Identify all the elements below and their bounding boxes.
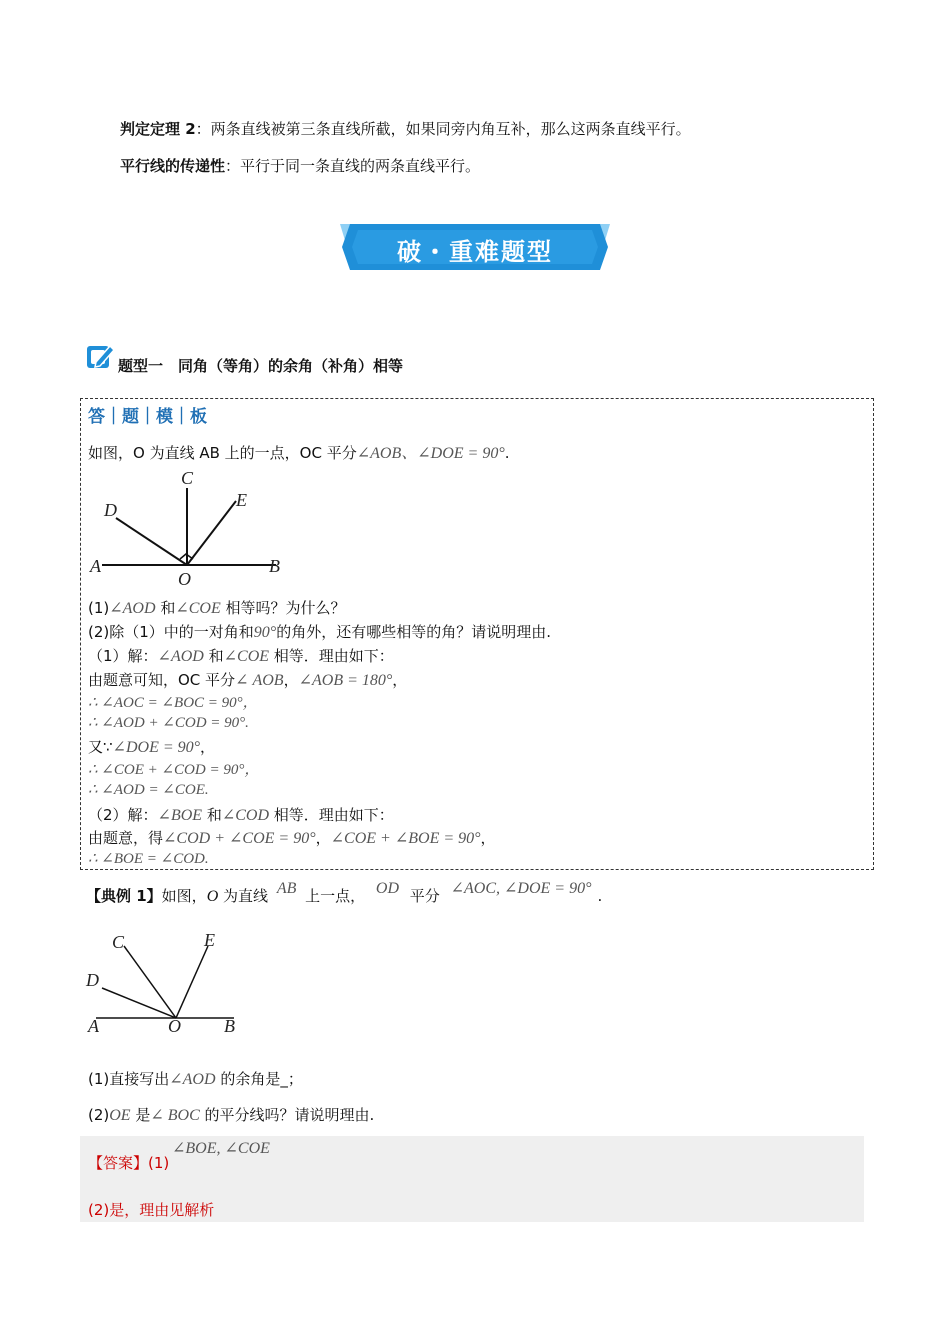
solution-line-4: ∴ ∠AOD + ∠COD = 90°. [88, 715, 249, 731]
solution-line-10: ∴ ∠BOE = ∠COD. [88, 851, 209, 867]
ex-e: . [597, 887, 603, 905]
s8-a: （2）解： [88, 806, 158, 824]
label-C: C [181, 468, 194, 488]
exq2-c: 的平分线吗？请说明理由. [199, 1106, 375, 1124]
label-D: D [104, 500, 117, 520]
label-B: B [269, 556, 280, 576]
s9-b: ， [315, 829, 331, 847]
q1-math-1: ∠AOD [109, 600, 156, 617]
answer-1-math: ∠BOE, ∠COE [172, 1140, 270, 1157]
example-label: 【典例 1】 [86, 887, 162, 905]
ex-b: 为直线 [218, 887, 269, 905]
s9-a: 由题意，得 [88, 829, 164, 847]
s8-c: 相等．理由如下： [269, 806, 394, 824]
template-intro [88, 440, 510, 463]
exq2-a: (2) [88, 1106, 110, 1124]
solution-line-7: ∴ ∠AOD = ∠COE. [88, 782, 209, 798]
banner-title: 破・重难题型 [397, 238, 553, 266]
exq1-m: ∠AOD [169, 1071, 216, 1088]
solution-line-5 [88, 736, 215, 757]
transitivity-theorem [120, 155, 480, 176]
q1-text: 相等吗？为什么？ [220, 599, 346, 617]
s2-b: ， [283, 671, 299, 689]
ex-label-O: O [168, 1016, 181, 1036]
s9-m2: ∠COE + ∠BOE = 90° [330, 830, 481, 847]
answer-2: (2)是，理由见解析 [88, 1201, 215, 1219]
example-q2 [88, 1104, 374, 1125]
example-1-statement [86, 880, 603, 906]
ex-math-ab: AB [276, 880, 297, 897]
exq1-a: (1)直接写出 [88, 1070, 170, 1088]
example-q1 [88, 1068, 303, 1089]
q2-math: 90° [253, 624, 277, 641]
ex-label-E: E [204, 930, 215, 950]
s8-m1: ∠BOE [157, 807, 203, 824]
s8-m2: ∠COD [221, 807, 270, 824]
exq1-b: 的余角是_； [215, 1070, 303, 1088]
s9-c: ， [480, 829, 496, 847]
q1-math-2: ∠COE [175, 600, 221, 617]
ex-math-od: OD [375, 880, 400, 897]
intro-end: . [504, 444, 510, 462]
ex-label-A: A [88, 1016, 99, 1036]
s1-a: （1）解： [88, 647, 158, 665]
edit-note-icon [86, 342, 116, 372]
q2-text-a: (2)除（1）中的一对角和 [88, 623, 254, 641]
answer-label: 【答案】 [88, 1154, 149, 1172]
s5-m: ∠DOE = 90° [112, 739, 201, 756]
ex-a: 如图， [161, 887, 207, 905]
label-O: O [178, 569, 191, 589]
label-E: E [236, 490, 247, 510]
transitivity-text: ：平行于同一条直线的两条直线平行。 [225, 157, 481, 175]
exq2-b: 是 [130, 1106, 151, 1124]
example-figure [84, 928, 244, 1036]
template-figure [86, 466, 296, 591]
s8-b: 和 [202, 806, 222, 824]
ex-label-D: D [86, 970, 99, 990]
theorem-2-label: 判定定理 2 [120, 120, 196, 138]
q1-and: 和 [155, 599, 176, 617]
transitivity-label: 平行线的传递性 [120, 157, 226, 175]
solution-line-6: ∴ ∠COE + ∠COD = 90°， [88, 762, 260, 778]
s9-m1: ∠COD + ∠COE = 90° [163, 830, 316, 847]
template-q1 [88, 597, 346, 618]
q2-text-b: 的角外，还有哪些相等的角？请说明理由. [276, 623, 551, 641]
answer-1 [88, 1152, 169, 1173]
s1-c: 相等．理由如下： [269, 647, 394, 665]
ex-d: 平分 [405, 887, 440, 905]
template-q2 [88, 621, 551, 642]
template-header: 答｜题｜模｜板 [88, 407, 207, 427]
solution-line-2 [88, 669, 407, 690]
ex-label-B: B [224, 1016, 235, 1036]
exq2-m1: OE [109, 1107, 131, 1124]
s1-m1: ∠AOD [157, 648, 204, 665]
s1-m2: ∠COE [223, 648, 270, 665]
theorem-2 [120, 118, 691, 139]
label-A: A [90, 556, 101, 576]
exq2-m2: ∠ BOC [150, 1107, 200, 1124]
ex-label-C: C [112, 932, 125, 952]
ex-math-cond: ∠AOC, ∠DOE = 90° [450, 880, 592, 897]
s2-m2: ∠AOB = 180° [298, 672, 393, 689]
solution-line-3: ∴ ∠AOC = ∠BOC = 90°， [88, 695, 258, 711]
s2-m1: ∠ AOB [235, 672, 284, 689]
intro-text: 如图，O 为直线 AB 上的一点，OC 平分 [88, 444, 357, 462]
intro-math: ∠AOB、∠DOE = 90° [356, 445, 505, 462]
ex-o: O [206, 888, 219, 905]
solution-line-1 [88, 645, 394, 666]
q1-num: (1) [88, 599, 110, 617]
solution-line-9 [88, 827, 496, 848]
ex-c: 上一点， [300, 887, 366, 905]
s5-a: 又∵ [88, 738, 113, 756]
section-title: 题型一 同角（等角）的余角（补角）相等 [118, 357, 404, 375]
s2-a: 由题意可知，OC 平分 [88, 671, 236, 689]
theorem-2-text: ：两条直线被第三条直线所截，如果同旁内角互补，那么这两条直线平行。 [195, 120, 691, 138]
s1-b: 和 [203, 647, 224, 665]
section-banner [340, 222, 610, 272]
answer-1-prefix: (1) [148, 1154, 170, 1172]
s2-c: ， [392, 671, 408, 689]
solution-line-8 [88, 804, 394, 825]
s5-b: ， [200, 738, 216, 756]
